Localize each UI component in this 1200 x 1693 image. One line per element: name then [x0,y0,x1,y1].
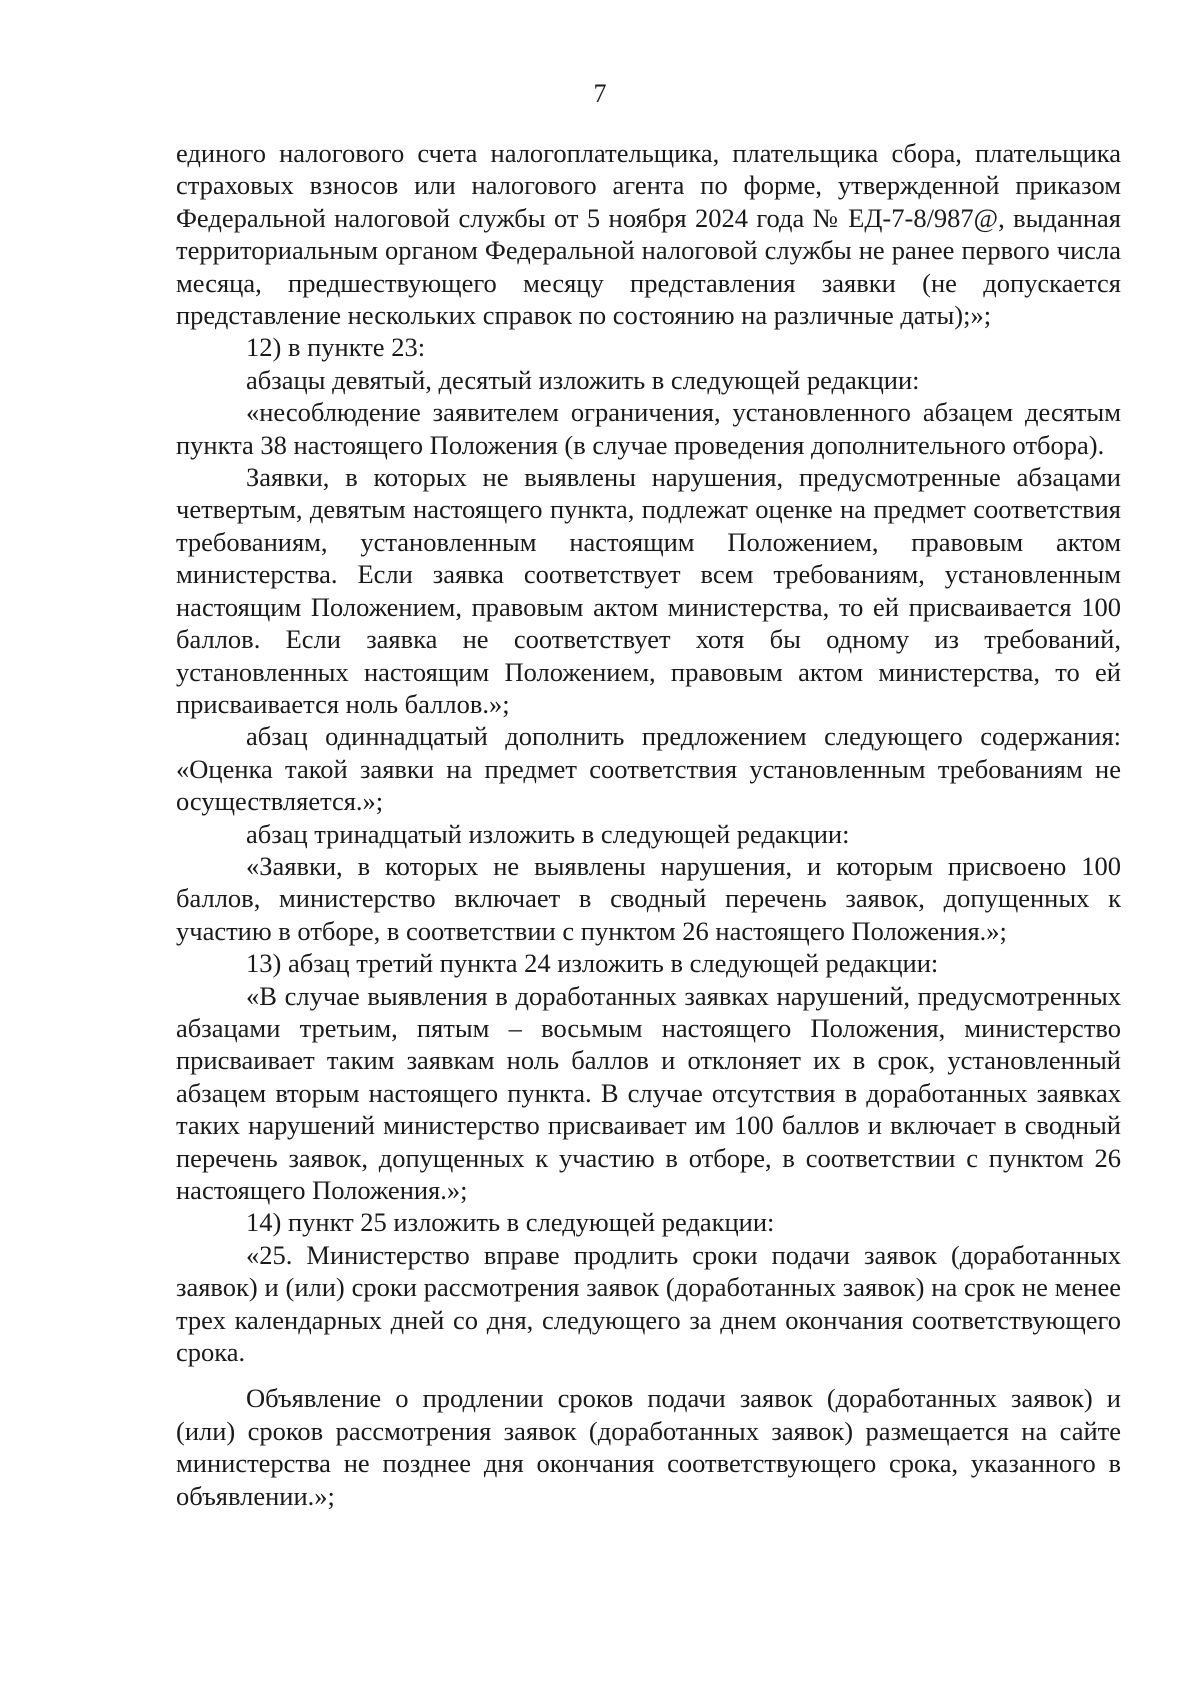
paragraph-item-13-heading: 13) абзац третий пункта 24 изложить в следующей редакции: [246,948,939,979]
paragraph-item-14-announcement: Объявление о продлении сроков подачи заявок (доработанных заявок) и (или) сроков рассмотрения заявок (доработанных заявок) размещается на сайте министерства не позднее дня окончания соответствующего срока, указанного в объявлении.»; [176,1383,1121,1511]
paragraph-item-12-eleventh-addition: абзац одиннадцатый дополнить предложением следующего содержания: «Оценка такой заявки на предмет соответствия установленным требованиям не осуществляется.»; [176,721,1121,817]
paragraph-item-12-instruction: абзацы девятый, десятый изложить в следующей редакции: [246,364,920,395]
page-number: 7 [593,79,607,108]
paragraph-item-12-quote-start: «несоблюдение заявителем ограничения, установленного абзацем десятым пункта 38 настоящего Положения (в случае проведения дополнительного отбора). [176,397,1121,460]
paragraph-item-14-heading: 14) пункт 25 изложить в следующей редакции: [246,1207,775,1238]
paragraph-item-12-thirteenth-instruction: абзац тринадцатый изложить в следующей редакции: [246,818,850,849]
document-body [176,137,1121,1512]
paragraph-item-13-quote: «В случае выявления в доработанных заявках нарушений, предусмотренных абзацами третьим, пятым – восьмым настоящего Положения, министерство присваивает таким заявкам ноль баллов и отклоняет их в срок, установленный абзацем вторым настоящего пункта. В случае отсутствия в доработанных заявках таких нарушений министерство присваивает им 100 баллов и включает в сводный перечень заявок, допущенных к участию в отборе, в соответствии с пунктом 26 настоящего Положения.»; [176,980,1121,1205]
paragraph-item-12-thirteenth-quote: «Заявки, в которых не выявлены нарушения, и которым присвоено 100 баллов, министерство включает в сводный перечень заявок, допущенных к участию в отборе, в соответствии с пунктом 26 настоящего Положения.»; [176,850,1121,946]
paragraph-tax-certificate-continuation: единого налогового счета налогоплательщика, плательщика сбора, плательщика страховых взносов или налогового агента по форме, утвержденной приказом Федеральной налоговой службы от 5 ноября 2024 года № ЕД-7-8/987@, выданная территориальным органом Федеральной налоговой службы не ранее первого числа месяца, предшествующего месяцу представления заявки (не допускается представление нескольких справок по состоянию на различные даты);»; [176,138,1121,331]
paragraph-item-12-heading: 12) в пункте 23: [246,332,426,363]
paragraph-item-12-quote-scoring: Заявки, в которых не выявлены нарушения, предусмотренные абзацами четвертым, девятым настоящего пункта, подлежат оценке на предмет соответствия требованиям, установленным настоящим Положением, правовым актом министерства. Если заявка соответствует всем требованиям, установленным настоящим Положением, правовым актом министерства, то ей присваивается 100 баллов. Если заявка не соответствует хотя бы одному из требований, установленных настоящим Положением, правовым актом министерства, то ей присваивается ноль баллов.»; [176,462,1121,719]
paragraph-item-14-quote-point-25: «25. Министерство вправе продлить сроки подачи заявок (доработанных заявок) и (или) сроки рассмотрения заявок (доработанных заявок) на срок не менее трех календарных дней со дня, следующего за днем окончания соответствующего срока. [176,1239,1121,1368]
